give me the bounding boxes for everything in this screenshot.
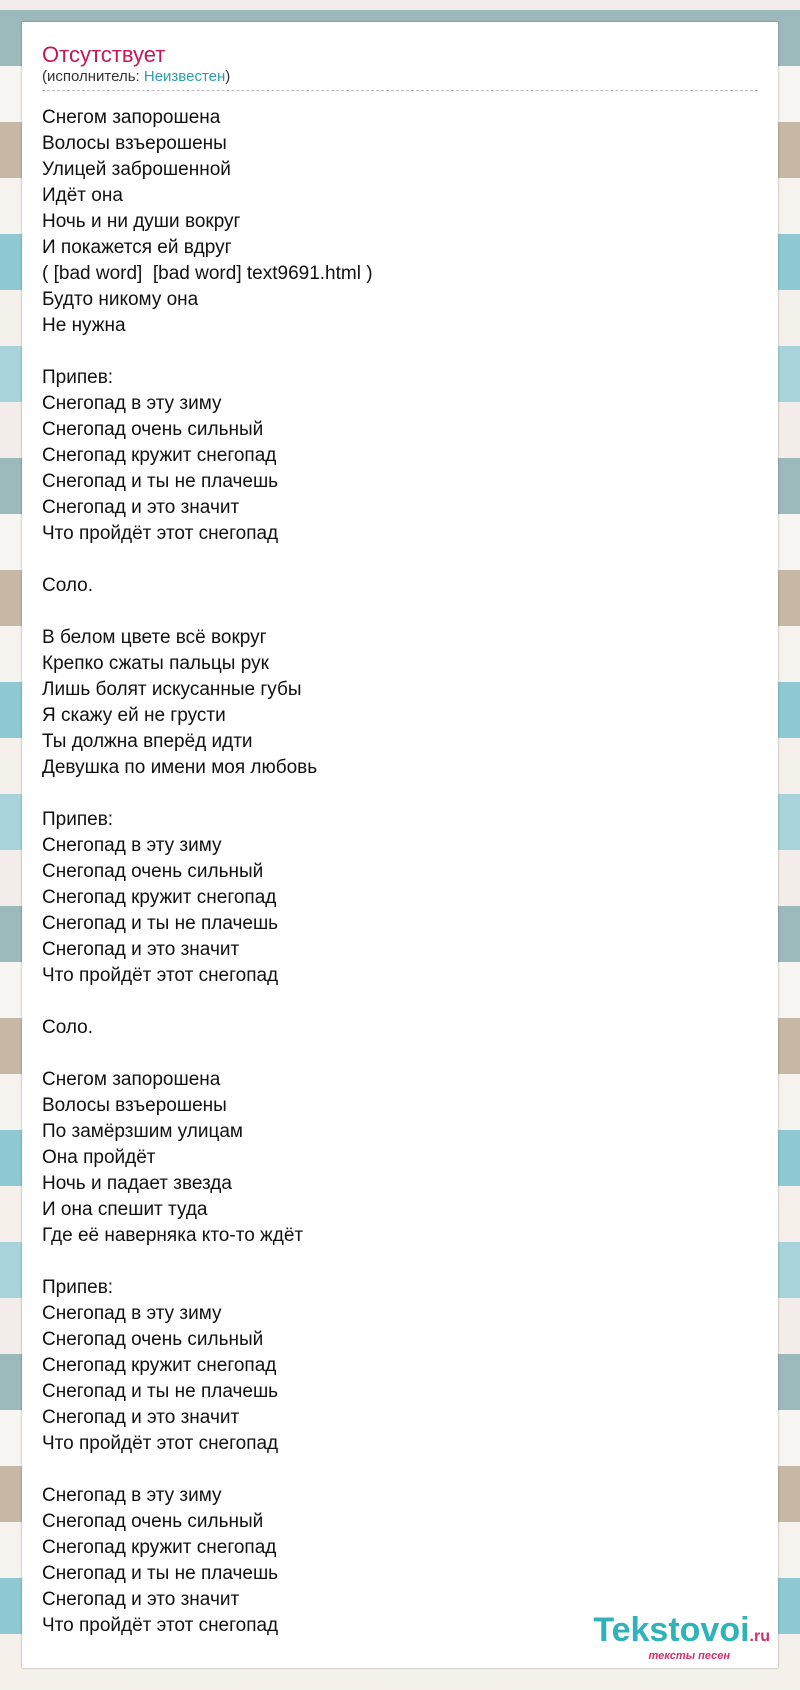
lyric-line xyxy=(42,1249,758,1275)
lyric-line: Ты должна вперёд идти xyxy=(42,731,253,752)
lyric-line: Снегопад кружит снегопад xyxy=(42,1537,277,1558)
performer-line xyxy=(42,68,758,86)
lyric-line: Крепко сжаты пальцы рук xyxy=(42,653,269,674)
lyric-line: Снегопад и это значит xyxy=(42,1589,240,1610)
lyric-line: Снегопад в эту зиму xyxy=(42,835,222,856)
lyric-line: Что пройдёт этот снегопад xyxy=(42,523,279,544)
lyric-line: Что пройдёт этот снегопад xyxy=(42,965,279,986)
logo-wordmark xyxy=(593,1613,770,1654)
lyric-line: Снегопад кружит снегопад xyxy=(42,1355,277,1376)
lyric-line: Улицей заброшенной xyxy=(42,159,231,180)
logo-tld: .ru xyxy=(749,1628,770,1645)
lyric-line: По замёрзшим улицам xyxy=(42,1121,243,1142)
lyric-line: Что пройдёт этот снегопад xyxy=(42,1433,279,1454)
lyric-line: Снегопад очень сильный xyxy=(42,419,264,440)
lyric-line: Волосы взъерошены xyxy=(42,133,227,154)
song-header xyxy=(42,42,758,91)
lyric-line: ( [bad word] [bad word] text9691.html ) xyxy=(42,263,373,284)
lyric-line: Снегопад кружит снегопад xyxy=(42,887,277,908)
performer-prefix: (исполнитель: xyxy=(42,68,144,85)
lyric-line: Снегопад и это значит xyxy=(42,497,240,518)
lyric-line: Ночь и падает звезда xyxy=(42,1173,232,1194)
lyrics-card xyxy=(22,22,778,1668)
lyric-line: Припев: xyxy=(42,1277,114,1298)
performer-suffix: ) xyxy=(225,68,231,85)
lyric-line: Снегопад очень сильный xyxy=(42,1329,264,1350)
lyric-line: Снегопад кружит снегопад xyxy=(42,445,277,466)
lyric-line: Припев: xyxy=(42,809,114,830)
lyric-line: Снегопад в эту зиму xyxy=(42,1485,222,1506)
lyric-line: Где её наверняка кто-то ждёт xyxy=(42,1225,304,1246)
lyric-line: Соло. xyxy=(42,1017,94,1038)
lyrics-text xyxy=(42,105,758,1639)
lyric-line: Снегопад в эту зиму xyxy=(42,1303,222,1324)
lyric-line xyxy=(42,599,758,625)
lyric-line: И покажется ей вдруг xyxy=(42,237,232,258)
lyric-line: Не нужна xyxy=(42,315,126,336)
logo-name: Tekstovoi xyxy=(593,1611,750,1649)
lyric-line: Снегопад и ты не плачешь xyxy=(42,913,279,934)
lyric-line: Она пройдёт xyxy=(42,1147,156,1168)
lyric-line: Снегопад очень сильный xyxy=(42,1511,264,1532)
lyric-line xyxy=(42,339,758,365)
lyric-line: Снегом запорошена xyxy=(42,1069,221,1090)
lyric-line: Что пройдёт этот снегопад xyxy=(42,1615,279,1636)
lyric-line xyxy=(42,989,758,1015)
song-title: Отсутствует xyxy=(42,42,166,67)
lyric-line: Соло. xyxy=(42,575,94,596)
lyric-line: Снегопад и ты не плачешь xyxy=(42,471,279,492)
lyric-line xyxy=(42,1041,758,1067)
site-logo[interactable] xyxy=(593,1613,770,1662)
lyric-line: Волосы взъерошены xyxy=(42,1095,227,1116)
lyric-line: Снегопад очень сильный xyxy=(42,861,264,882)
lyric-line: В белом цвете всё вокруг xyxy=(42,627,267,648)
lyric-line: Я скажу ей не грусти xyxy=(42,705,226,726)
lyric-line: Припев: xyxy=(42,367,114,388)
lyric-line: Снегом запорошена xyxy=(42,107,221,128)
lyric-line: Снегопад и ты не плачешь xyxy=(42,1563,279,1584)
lyric-line: Лишь болят искусанные губы xyxy=(42,679,302,700)
lyric-line xyxy=(42,1457,758,1483)
lyric-line: И она спешит туда xyxy=(42,1199,208,1220)
lyric-line: Снегопад и ты не плачешь xyxy=(42,1381,279,1402)
lyric-line: Ночь и ни души вокруг xyxy=(42,211,241,232)
lyric-line xyxy=(42,781,758,807)
lyric-line: Снегопад и это значит xyxy=(42,1407,240,1428)
lyric-line xyxy=(42,547,758,573)
lyric-line: Девушка по имени моя любовь xyxy=(42,757,318,778)
logo-tagline: тексты песен xyxy=(648,1650,730,1662)
lyric-line: Снегопад в эту зиму xyxy=(42,393,222,414)
artist-link[interactable]: Неизвестен xyxy=(143,68,226,85)
lyric-line: Будто никому она xyxy=(42,289,199,310)
lyric-line: Снегопад и это значит xyxy=(42,939,240,960)
lyric-line: Идёт она xyxy=(42,185,123,206)
